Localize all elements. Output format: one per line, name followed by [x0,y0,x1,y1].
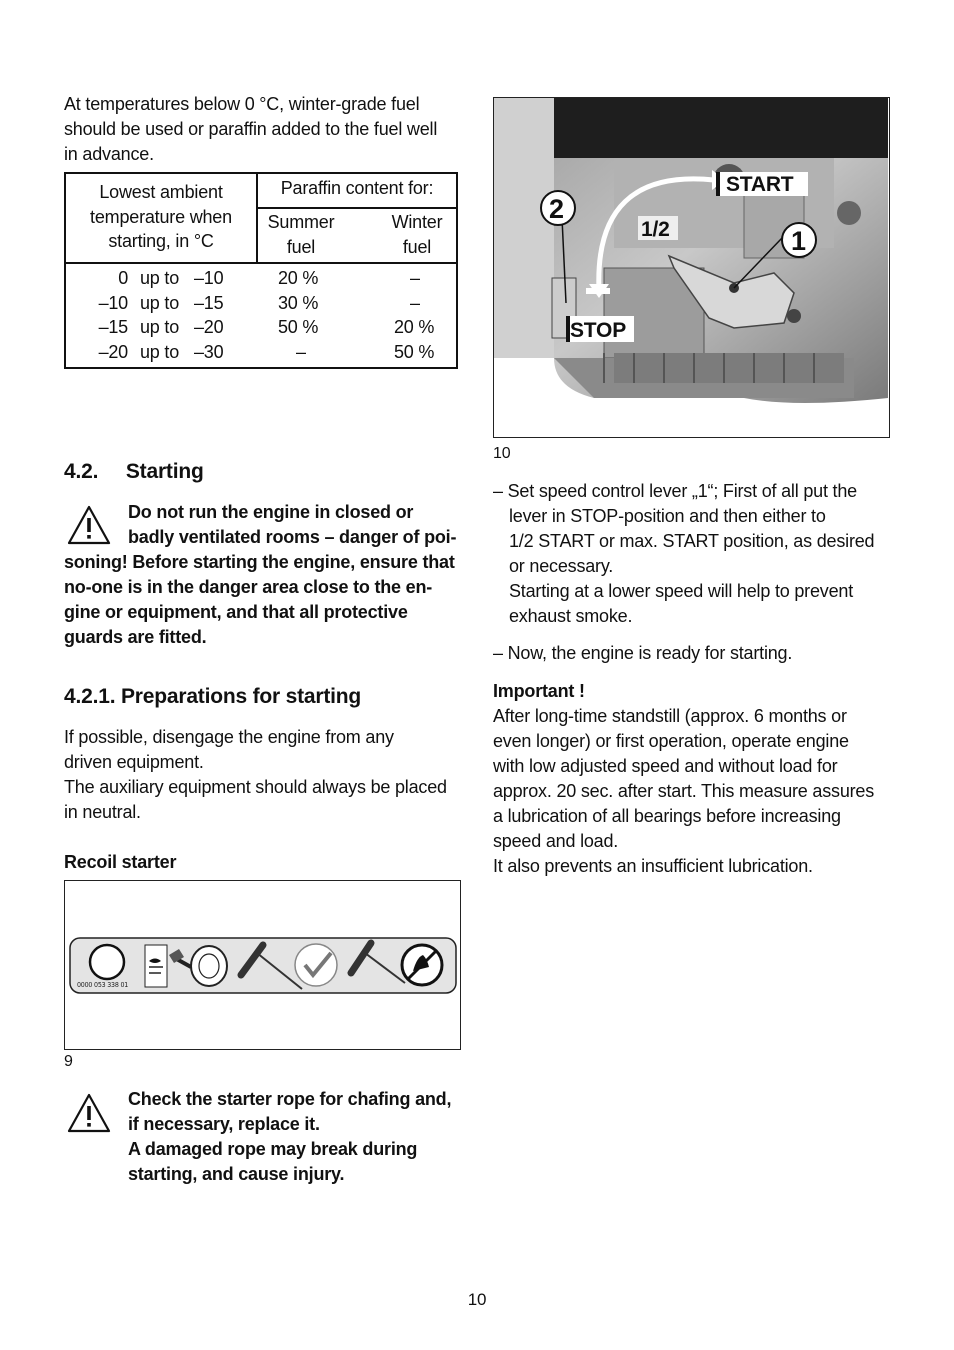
cell-winter: – [410,292,420,313]
cell-upto: up to [140,268,180,288]
recoil-starter-label-illustration [69,937,457,995]
cell-from: –15 [98,317,128,337]
cell-summer: 20 % [278,268,319,288]
intro-line: At temperatures below 0 °C, winter-grade fuel [64,94,420,114]
preparation-paragraph [64,725,464,825]
cell-from: –10 [98,292,128,313]
text-line: – Set speed control lever „1“; First of all put the [493,481,857,501]
intro-paragraph [64,92,464,167]
callout-2: 2 [549,194,564,224]
figure-10 [493,97,890,438]
table-row [66,266,456,291]
cell-summer: – [296,341,306,362]
cell-to: –20 [194,317,224,337]
text-line: It also prevents an insufficient lubrication. [493,856,813,876]
start-label: START [726,173,794,196]
winter-header [382,210,452,259]
text-line: If possible, disengage the engine from any [64,727,394,747]
text-line: a lubrication of all bearings before increasing [493,806,841,826]
warning-line: guards are fitted. [64,627,207,647]
paraffin-table [64,172,458,369]
cell-winter: 20 % [394,317,435,337]
subsection-heading: 4.2.1. Preparations for starting [64,685,362,708]
warning-line: A damaged rope may break during [128,1139,418,1159]
text-line: After long-time standstill (approx. 6 months or [493,706,847,726]
text-line: even longer) or first operation, operate engine [493,731,849,751]
figure-9 [64,880,461,1050]
text-line: in neutral. [64,802,141,822]
text-line: 1/2 START or max. START position, as desired [509,531,875,551]
table-body [66,266,456,364]
warning-line: Do not run the engine in closed or [128,502,414,522]
header-line: fuel [286,236,316,257]
warning-line: Check the starter rope for chafing and, [128,1089,452,1109]
stop-label: STOP [570,319,626,342]
warning-line: gine or equipment, and that all protective [64,602,408,622]
section-number: 4.2. [64,460,99,483]
section-title: Starting [125,460,204,483]
checkmark-icon [295,944,337,986]
speed-lever-instructions [493,479,893,629]
warning-line: if necessary, replace it. [128,1114,320,1134]
cell-upto: up to [140,341,180,362]
header-line: Winter [391,212,443,232]
warning-danger-text [64,500,464,650]
important-paragraph [493,704,893,879]
temperature-header [66,174,256,262]
warning-line: soning! Before starting the engine, ensure that [64,552,455,572]
table-row [66,340,456,365]
label-code: 0000 053 338 01 [77,981,129,989]
table-divider [66,262,456,264]
cell-summer: 30 % [278,292,319,313]
warning-line: starting, and cause injury. [128,1164,345,1184]
recoil-starter-heading: Recoil starter [64,852,177,872]
cell-from: –20 [98,341,128,362]
no-hand-icon [402,945,442,985]
header-line: temperature when [90,206,232,227]
text-line: approx. 20 sec. after start. This measure assures [493,781,875,801]
summer-header [266,210,336,259]
callout-1: 1 [791,226,806,256]
intro-line: in advance. [64,144,154,164]
warning-line: badly ventilated rooms – danger of poi- [128,527,457,547]
page-number: 10 [467,1290,487,1309]
important-heading: Important ! [493,681,585,701]
table-divider [256,207,458,209]
text-line: The auxiliary equipment should always be placed [64,777,447,797]
warning-line: no-one is in the danger area close to the en- [64,577,433,597]
cell-upto: up to [140,292,180,313]
intro-line: should be used or paraffin added to the fuel well [64,119,438,139]
cell-upto: up to [140,317,180,337]
text-line: with low adjusted speed and without load for [493,756,838,776]
cell-winter: – [410,268,420,288]
warning-triangle-icon [67,1093,111,1133]
cell-to: –30 [194,341,224,362]
header-line: Summer [267,212,335,232]
text-line: Starting at a lower speed will help to prevent [509,581,853,601]
paraffin-group-header: Paraffin content for: [280,178,434,198]
text-line: or necessary. [509,556,614,576]
table-row [66,315,456,340]
text-line: speed and load. [493,831,619,851]
figure-caption: 9 [64,1053,73,1070]
face-icon [145,945,167,987]
circle-icon [90,945,124,979]
cell-to: –15 [194,292,224,313]
cell-summer: 50 % [278,317,319,337]
figure-caption: 10 [493,445,511,462]
half-start-label: 1/2 [641,218,670,241]
header-line: Lowest ambient [99,182,223,202]
text-line: lever in STOP-position and then either to [509,506,826,526]
cell-from: 0 [118,268,128,288]
ready-text: – Now, the engine is ready for starting. [493,643,793,663]
cell-to: –10 [194,268,224,288]
cell-winter: 50 % [394,341,435,362]
table-row [66,291,456,316]
header-line: starting, in °C [108,231,214,251]
text-line: driven equipment. [64,752,204,772]
warning-rope-text [128,1087,468,1187]
speed-control-photo [494,98,888,436]
section-heading [64,460,204,484]
header-line: fuel [402,236,432,257]
text-line: exhaust smoke. [509,606,633,626]
